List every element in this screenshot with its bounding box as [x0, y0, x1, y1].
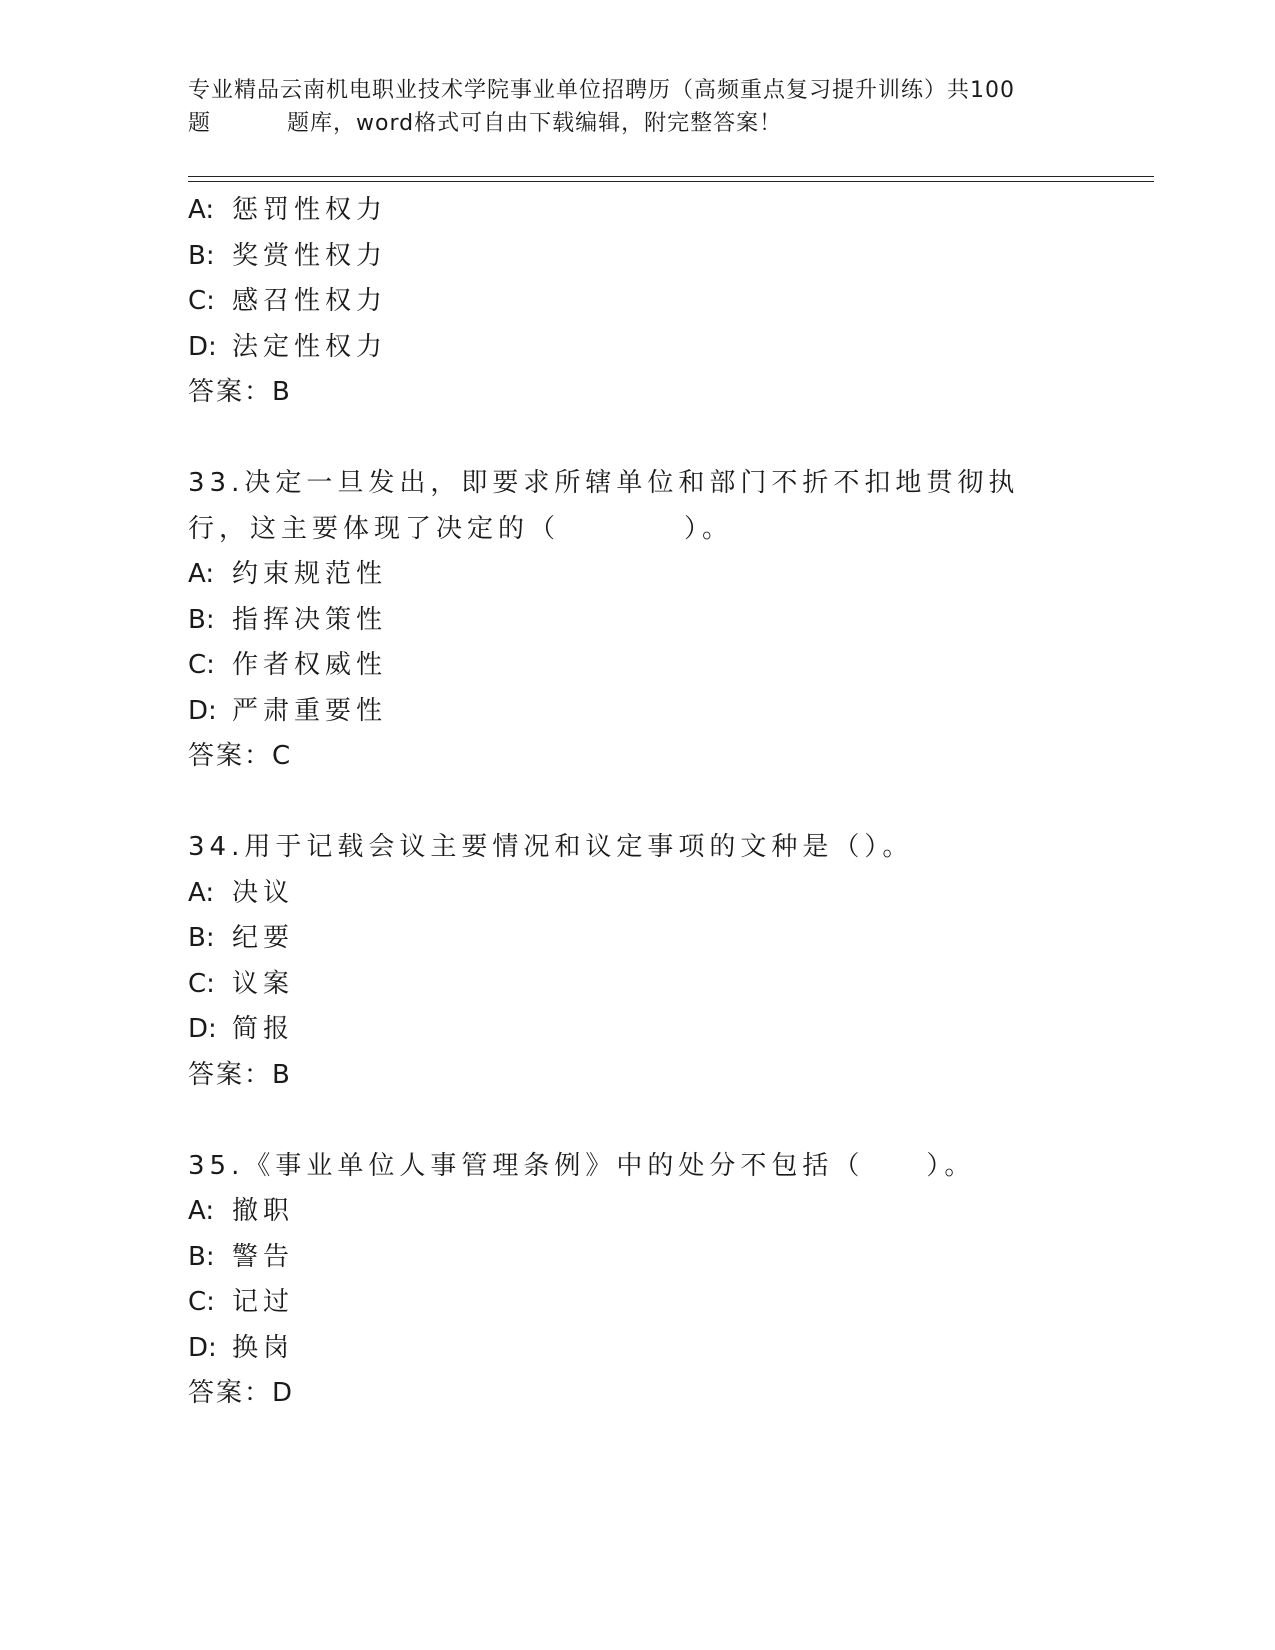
question-stem: 34.用于记载会议主要情况和议定事项的文种是（）。 — [188, 832, 914, 862]
question-list — [188, 188, 1088, 1417]
question-stem: 35.《事业单位人事管理条例》中的处分不包括（ ）。 — [188, 1150, 976, 1181]
question-block — [188, 1144, 1088, 1417]
option-b: B: 指挥决策性 — [188, 604, 388, 635]
question-block — [188, 461, 1088, 780]
option-a: A: 惩罚性权力 — [188, 195, 388, 225]
header-title-line2-right: 题库，word格式可自由下载编辑，附完整答案！ — [287, 111, 783, 136]
option-a: A: 决议 — [188, 877, 295, 908]
question-block — [188, 825, 1088, 1098]
question-block — [188, 188, 1088, 416]
option-d: D: 换岗 — [188, 1332, 295, 1363]
answer-line: 答案：B — [188, 1059, 292, 1090]
option-b: B: 警告 — [188, 1241, 295, 1272]
option-c: C: 作者权威性 — [188, 650, 388, 680]
answer-line: 答案：D — [188, 1378, 295, 1408]
option-a: A: 撤职 — [188, 1196, 295, 1226]
option-b: B: 奖赏性权力 — [188, 240, 388, 271]
option-d: D: 法定性权力 — [188, 331, 388, 362]
header-title-line2-left: 题 — [188, 111, 212, 136]
option-d: D: 严肃重要性 — [188, 695, 388, 726]
question-stem: 33.决定一旦发出，即要求所辖单位和部门不折不扣地贯彻执行，这主要体现了决定的（ ）。 — [188, 468, 1020, 544]
option-b: B: 纪要 — [188, 923, 295, 953]
option-c: C: 议案 — [188, 968, 295, 999]
answer-line: 答案：B — [188, 377, 292, 407]
option-d: D: 简报 — [188, 1014, 295, 1044]
header-title-line2 — [188, 107, 1088, 140]
answer-line: 答案：C — [188, 741, 293, 771]
option-c: C: 感召性权力 — [188, 286, 388, 316]
page-header — [188, 74, 1088, 140]
header-divider-bottom — [188, 181, 1154, 182]
header-divider-top — [188, 176, 1154, 177]
header-title-line1: 专业精品云南机电职业技术学院事业单位招聘历（高频重点复习提升训练）共100 — [188, 78, 1015, 103]
option-a: A: 约束规范性 — [188, 559, 388, 589]
option-c: C: 记过 — [188, 1287, 295, 1317]
